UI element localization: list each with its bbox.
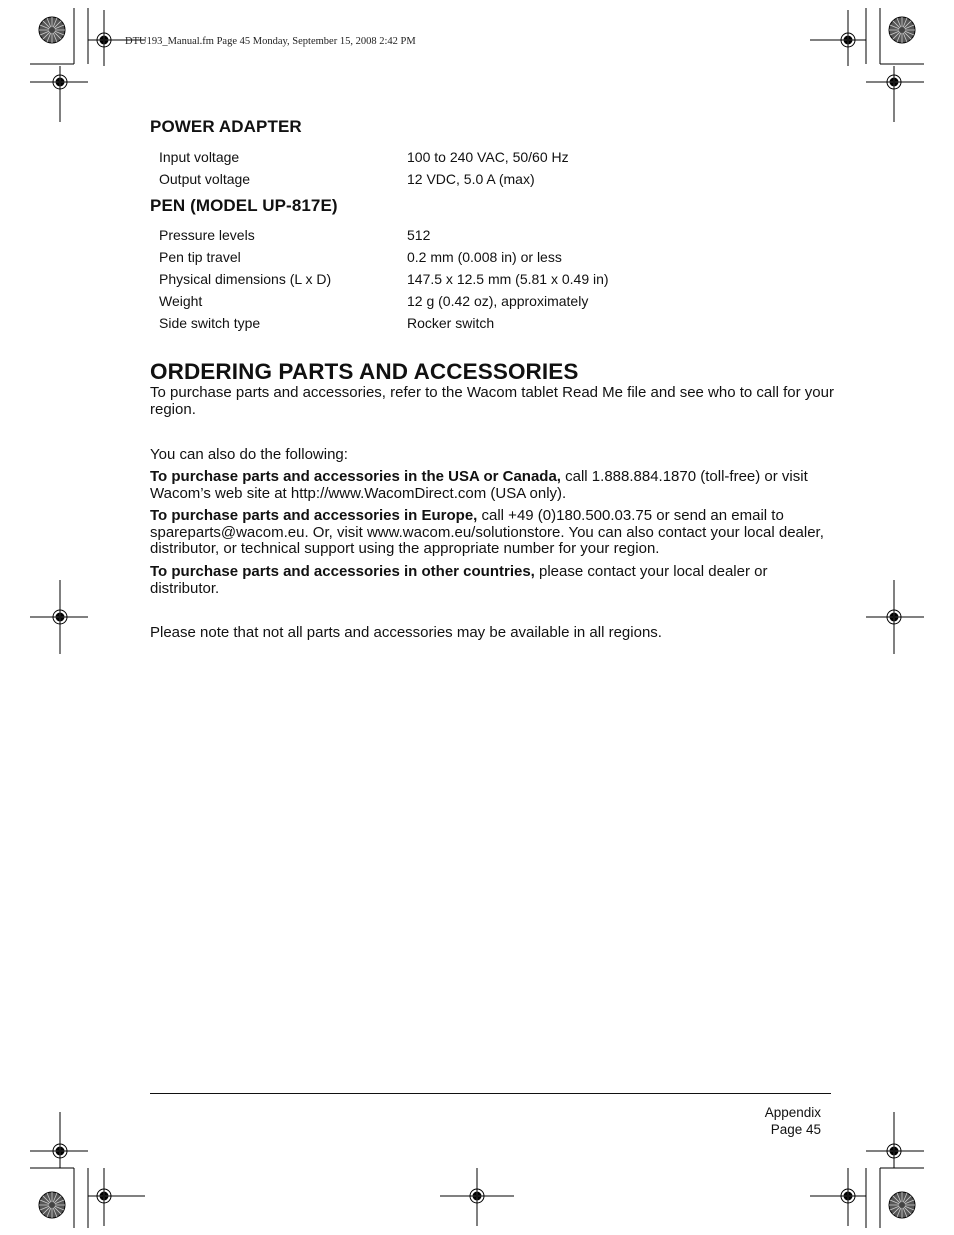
spec-value: 0.2 mm (0.008 in) or less	[407, 249, 562, 265]
ordering-europe-text: call +49 (0)180.500.03.75 or send an email to spareparts@wacom.eu. Or, visit www.wacom.eu/solutionstore. You can also contact your local dealer, distributor, or technical support using the appropriate number for your region.	[150, 507, 824, 557]
spec-label: Pressure levels	[159, 227, 255, 243]
ordering-also: You can also do the following:	[150, 446, 348, 463]
ordering-other-bold: To purchase parts and accessories in other countries,	[150, 563, 535, 580]
spec-value: Rocker switch	[407, 315, 495, 331]
spec-label: Input voltage	[159, 149, 240, 165]
spec-row	[159, 312, 759, 334]
spec-value: 12 g (0.42 oz), approximately	[407, 293, 589, 309]
spec-row	[159, 268, 759, 290]
spec-label: Side switch type	[159, 315, 261, 331]
spec-row	[159, 246, 759, 268]
power-adapter-heading: POWER ADAPTER	[150, 117, 302, 136]
ordering-other-text: please contact your local dealer or distributor.	[150, 563, 768, 597]
spec-row	[159, 290, 759, 312]
ordering-usa	[150, 469, 840, 502]
ordering-note: Please note that not all parts and accessories may be available in all regions.	[150, 624, 662, 641]
ordering-usa-text: call 1.888.884.1870 (toll-free) or visit Wacom’s web site at http://www.WacomDirect.com (USA only).	[150, 468, 808, 502]
footer-page-number: Page 45	[770, 1122, 821, 1137]
ordering-usa-bold: To purchase parts and accessories in the USA or Canada,	[150, 468, 561, 485]
spec-value: 512	[407, 227, 431, 243]
ordering-europe-bold: To purchase parts and accessories in Europe,	[150, 507, 478, 524]
spec-row	[159, 168, 759, 190]
page-footer	[765, 1104, 821, 1138]
ordering-other	[150, 564, 840, 597]
spec-label: Physical dimensions (L x D)	[159, 271, 332, 287]
spec-value: 100 to 240 VAC, 50/60 Hz	[407, 149, 569, 165]
pen-heading: PEN (MODEL UP-817E)	[150, 196, 338, 215]
ordering-heading: ORDERING PARTS AND ACCESSORIES	[150, 359, 579, 384]
footer-section: Appendix	[764, 1105, 821, 1120]
spec-label: Pen tip travel	[159, 249, 241, 265]
pen-specs	[159, 224, 759, 334]
spec-row	[159, 224, 759, 246]
ordering-europe	[150, 508, 840, 558]
power-adapter-specs	[159, 146, 759, 190]
spec-row	[159, 146, 759, 168]
spec-label: Output voltage	[159, 171, 251, 187]
spec-label: Weight	[159, 293, 203, 309]
ordering-intro: To purchase parts and accessories, refer to the Wacom tablet Read Me file and see who to call for your region.	[150, 384, 834, 418]
file-slug: DTU193_Manual.fm Page 45 Monday, September 15, 2008 2:42 PM	[125, 36, 416, 47]
spec-value: 12 VDC, 5.0 A (max)	[407, 171, 535, 187]
spec-value: 147.5 x 12.5 mm (5.81 x 0.49 in)	[407, 271, 609, 287]
footer-rule	[150, 1093, 831, 1094]
